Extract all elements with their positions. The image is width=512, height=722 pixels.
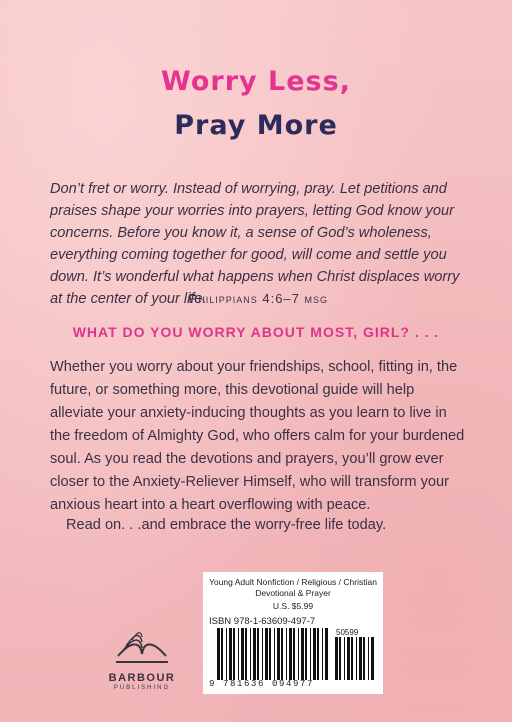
barcode-bar: [269, 628, 271, 680]
ean-digits: 9 781636 094977: [209, 679, 315, 689]
barcode-bar: [359, 637, 362, 680]
barcode-bar: [347, 637, 350, 680]
scripture-reference: [189, 291, 328, 306]
barcode-bar: [289, 628, 292, 680]
barcode-bar: [217, 628, 220, 680]
scripture-reference-text: Philippians 4:6–7 msg: [188, 291, 328, 306]
section-question: WHAT DO YOU WORRY ABOUT MOST, GIRL? . . .: [72, 324, 440, 340]
title-line-1: Worry Less,: [161, 66, 351, 97]
open-book-icon: [110, 622, 174, 672]
description-paragraph: Whether you worry about your friendships, school, fitting in, the future, or something more, this devotional guide will help alleviate your anxiety-inducing thoughts as you learn to live in the freedom of Almighty God, who offers calm for your burdened soul. As you read the devotions and prayers, you’ll grow ever closer to the Anxiety-Reliever Himself, who will transform your anxious heart into a heart overflowing with peace.: [50, 359, 465, 513]
category-line-2: Devotional & Prayer: [255, 588, 331, 598]
barcode-bar: [277, 628, 280, 680]
barcode-bar: [257, 628, 259, 680]
barcode-bar: [317, 628, 319, 680]
barcode-bar: [265, 628, 268, 680]
barcode-bar: [281, 628, 283, 680]
publisher-subtitle: PUBLISHING: [113, 685, 171, 691]
barcode-bar: [245, 628, 247, 680]
barcode-panel: [203, 572, 383, 694]
barcode-bar: [253, 628, 256, 680]
scripture-quote: Don’t fret or worry. Instead of worrying, pray. Let petitions and praises shape your worries into prayers, letting God know your concerns. Before you know it, a sense of God’s wholeness, everything coming together for good, will come and settle you down. It’s wonderful what happens when Christ displaces worry at the center of your life.: [50, 181, 460, 307]
closing-line: Read on. . .and embrace the worry-free life today.: [66, 517, 387, 533]
barcode-bar: [262, 628, 263, 680]
barcode-bar: [250, 628, 251, 680]
category-label: [203, 577, 383, 599]
barcode-bar: [371, 637, 374, 680]
barcode-bar: [325, 628, 328, 680]
barcode-bar: [301, 628, 304, 680]
barcode-bar: [344, 637, 345, 680]
barcode-bar: [363, 637, 365, 680]
price-label: U.S. $5.99: [272, 601, 314, 611]
ean5-barcode: [335, 637, 377, 680]
barcode-bar: [286, 628, 287, 680]
barcode-bar: [298, 628, 299, 680]
barcode-bar: [238, 628, 239, 680]
price-code: 50599: [336, 628, 359, 637]
barcode-bar: [293, 628, 295, 680]
barcode-bar: [335, 637, 338, 680]
barcode-bar: [310, 628, 311, 680]
barcode-bar: [221, 628, 223, 680]
barcode-bar: [339, 637, 341, 680]
barcode-bar: [241, 628, 244, 680]
barcode-bar: [274, 628, 275, 680]
barcode-bar: [229, 628, 232, 680]
category-line-1: Young Adult Nonfiction / Religious / Christian: [209, 577, 377, 587]
barcode-bar: [313, 628, 316, 680]
barcode-bar: [356, 637, 357, 680]
barcode-bar: [351, 637, 353, 680]
barcode-bar: [226, 628, 227, 680]
barcode-bar: [233, 628, 235, 680]
publisher-name: BARBOUR: [108, 672, 176, 684]
barcode-bar: [305, 628, 307, 680]
barcode-bar: [368, 637, 369, 680]
ean13-barcode: [217, 628, 329, 680]
isbn-label: ISBN 978-1-63609-497-7: [209, 616, 316, 627]
barcode-bar: [322, 628, 323, 680]
title-line-2: Pray More: [174, 110, 338, 141]
